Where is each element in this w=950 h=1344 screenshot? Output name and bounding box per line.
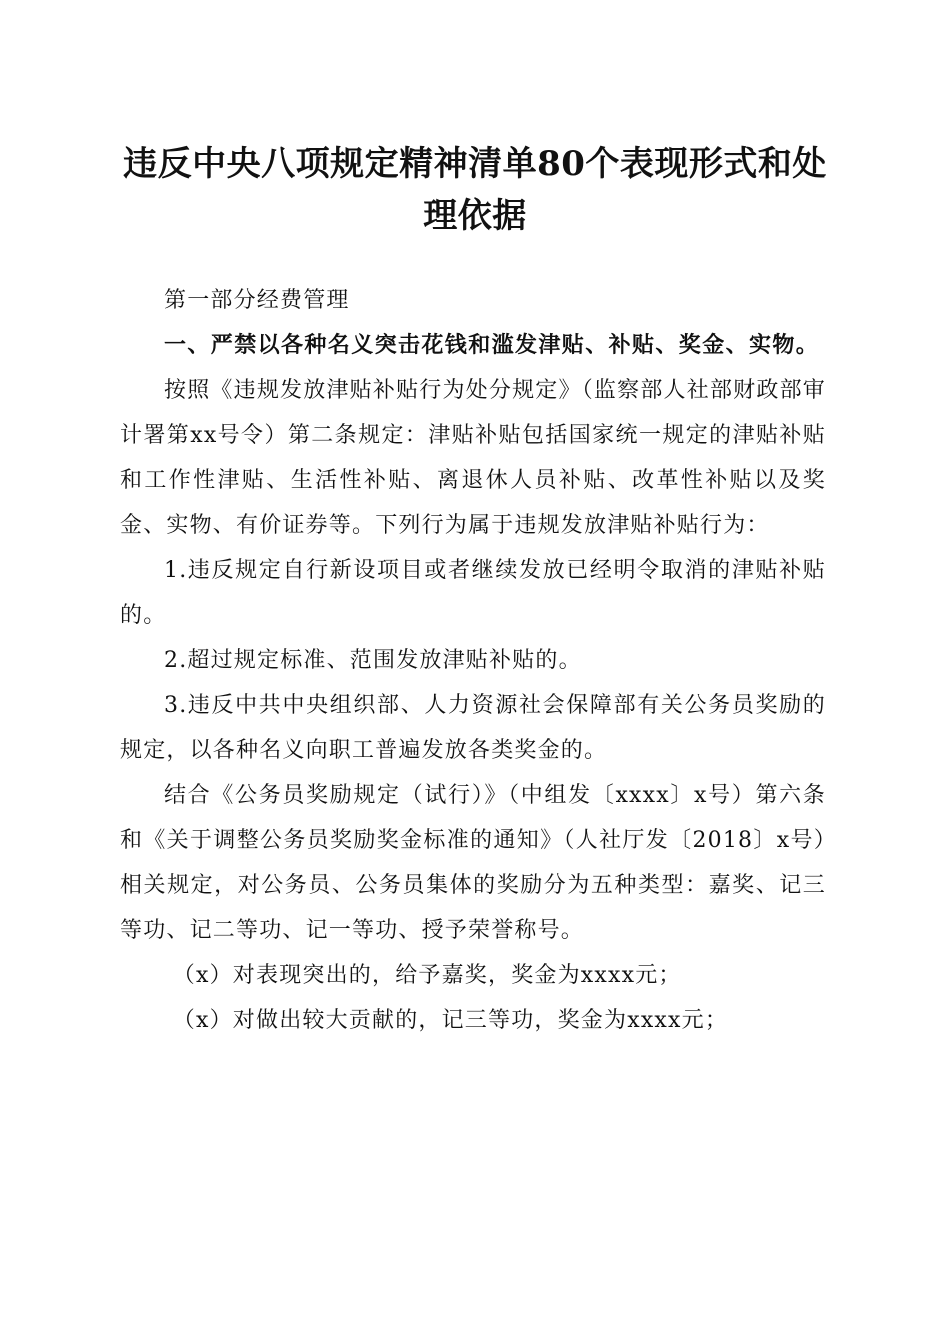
rule-heading-1: 一、严禁以各种名义突击花钱和滥发津贴、补贴、奖金、实物。 <box>164 333 820 358</box>
reward-item-1: （x）对表现突出的，给予嘉奖，奖金为xxxx元； <box>172 963 682 988</box>
paragraph-regulation: 按照《违规发放津贴补贴行为处分规定》（监察部人社部财政部审计署第xx号令）第二条规定：津贴补贴包括国家统一规定的津贴补贴和工作性津贴、生活性补贴、离退休人员补贴、改革性补贴以及奖金、实物、有价证券等。下列行为属于违规发放津贴补贴行为： <box>120 378 826 538</box>
document-body <box>120 278 826 1043</box>
section-heading: 第一部分经费管理 <box>164 288 350 313</box>
paragraph-item-1: 1.违反规定自行新设项目或者继续发放已经明令取消的津贴补贴的。 <box>120 558 826 628</box>
document-title: 违反中央八项规定精神清单80个表现形式和处理依据 <box>123 144 827 236</box>
paragraph-item-3: 3.违反中共中央组织部、人力资源社会保障部有关公务员奖励的规定，以各种名义向职工普遍发放各类奖金的。 <box>120 693 826 763</box>
reward-item-2: （x）对做出较大贡献的，记三等功，奖金为xxxx元； <box>172 1008 729 1033</box>
paragraph-item-2: 2.超过规定标准、范围发放津贴补贴的。 <box>164 648 582 673</box>
paragraph-reward-types: 结合《公务员奖励规定（试行）》（中组发〔xxxx〕x号）第六条和《关于调整公务员奖励奖金标准的通知》（人社厅发〔2018〕x号）相关规定，对公务员、公务员集体的奖励分为五种类型：嘉奖、记三等功、记二等功、记一等功、授予荣誉称号。 <box>120 783 826 943</box>
